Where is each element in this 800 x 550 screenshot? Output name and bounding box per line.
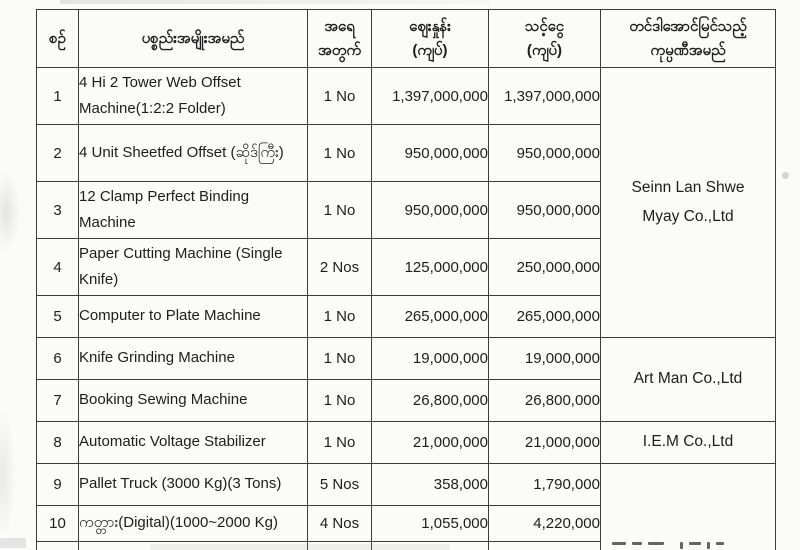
- header-amount: [489, 10, 601, 68]
- amount-cell: 265,000,000: [489, 296, 601, 338]
- clipped-cell: [37, 542, 79, 550]
- item-cell: Pallet Truck (3000 Kg)(3 Tons): [79, 464, 308, 506]
- item-cell: Booking Sewing Machine: [79, 380, 308, 422]
- table-row: [37, 68, 776, 125]
- price-cell: 1,397,000,000: [372, 68, 489, 125]
- table-header-row: [37, 10, 776, 68]
- clipped-cell: [79, 542, 308, 550]
- row-number-cell: 8: [37, 422, 79, 464]
- item-cell: ကတ္တား(Digital)(1000~2000 Kg): [79, 506, 308, 542]
- qty-cell: 1 No: [308, 338, 372, 380]
- header-qty-line2: အတွက်: [317, 41, 362, 59]
- tender-award-table: [36, 9, 776, 550]
- row-number-cell: 9: [37, 464, 79, 506]
- row-number-cell: 4: [37, 239, 79, 296]
- header-amount-line1: သင့်ငွေ: [524, 17, 565, 35]
- price-cell: 950,000,000: [372, 182, 489, 239]
- clipped-text-fragment: [612, 542, 768, 550]
- company-name: Seinn Lan Shwe Myay Co.,Ltd: [631, 178, 745, 225]
- amount-cell: 21,000,000: [489, 422, 601, 464]
- amount-cell: 250,000,000: [489, 239, 601, 296]
- header-qty-line1: အရေ: [324, 17, 355, 35]
- price-cell: 265,000,000: [372, 296, 489, 338]
- amount-cell: 19,000,000: [489, 338, 601, 380]
- row-number-cell: 5: [37, 296, 79, 338]
- clipped-cell: [489, 542, 601, 550]
- company-name: I.E.M Co.,Ltd: [642, 433, 734, 451]
- scan-artifact: [0, 172, 20, 252]
- table-row: [37, 464, 776, 506]
- header-amount-line2: (ကျပ်): [526, 41, 563, 59]
- clipped-cell: [308, 542, 372, 550]
- amount-cell: 1,397,000,000: [489, 68, 601, 125]
- qty-cell: 5 Nos: [308, 464, 372, 506]
- qty-cell: 2 Nos: [308, 239, 372, 296]
- amount-cell: 26,800,000: [489, 380, 601, 422]
- price-cell: 358,000: [372, 464, 489, 506]
- qty-cell: 1 No: [308, 296, 372, 338]
- qty-cell: 1 No: [308, 68, 372, 125]
- row-number-cell: 2: [37, 125, 79, 182]
- item-cell: 4 Hi 2 Tower Web Offset Machine(1:2:2 Folder): [79, 68, 308, 125]
- row-number-cell: 1: [37, 68, 79, 125]
- header-company-line1: တင်ဒါအောင်မြင်သည့်: [629, 17, 747, 35]
- price-cell: 21,000,000: [372, 422, 489, 464]
- row-number-cell: 6: [37, 338, 79, 380]
- scan-artifact: [782, 172, 789, 179]
- qty-cell: 1 No: [308, 380, 372, 422]
- company-cell-rows-1-5: [601, 68, 776, 338]
- price-cell: 1,055,000: [372, 506, 489, 542]
- amount-cell: 950,000,000: [489, 125, 601, 182]
- amount-cell: 1,790,000: [489, 464, 601, 506]
- qty-cell: 1 No: [308, 182, 372, 239]
- amount-cell: 4,220,000: [489, 506, 601, 542]
- price-cell: 26,800,000: [372, 380, 489, 422]
- item-cell: Automatic Voltage Stabilizer: [79, 422, 308, 464]
- row-number-cell: 7: [37, 380, 79, 422]
- company-cell-row-8: [601, 422, 776, 464]
- scan-artifact: [0, 538, 26, 548]
- table-row: [37, 338, 776, 380]
- header-company: [601, 10, 776, 68]
- header-no: စဉ်: [37, 10, 79, 68]
- table-row: [37, 422, 776, 464]
- price-cell: 950,000,000: [372, 125, 489, 182]
- header-price-line1: ဈေးနှုန်း: [409, 17, 451, 35]
- header-item: ပစ္စည်းအမျိုးအမည်: [79, 10, 308, 68]
- item-cell: 12 Clamp Perfect Binding Machine: [79, 182, 308, 239]
- price-cell: 125,000,000: [372, 239, 489, 296]
- item-cell: Computer to Plate Machine: [79, 296, 308, 338]
- row-number-cell: 3: [37, 182, 79, 239]
- scan-artifact: [60, 0, 490, 4]
- company-name: Art Man Co.,Ltd: [633, 370, 743, 388]
- header-qty: [308, 10, 372, 68]
- company-cell-rows-9-10: [601, 464, 776, 550]
- header-price-line2: (ကျပ်): [412, 41, 448, 59]
- item-cell: 4 Unit Sheetfed Offset (ဆိုဒ်ကြီး): [79, 125, 308, 182]
- row-number-cell: 10: [37, 506, 79, 542]
- header-company-line2: ကုမ္ပဏီအမည်: [650, 41, 726, 59]
- qty-cell: 1 No: [308, 125, 372, 182]
- amount-cell: 950,000,000: [489, 182, 601, 239]
- qty-cell: 4 Nos: [308, 506, 372, 542]
- item-cell: Paper Cutting Machine (Single Knife): [79, 239, 308, 296]
- company-cell-rows-6-7: [601, 338, 776, 422]
- scan-artifact: [0, 410, 16, 540]
- price-cell: 19,000,000: [372, 338, 489, 380]
- item-cell: Knife Grinding Machine: [79, 338, 308, 380]
- clipped-cell: [372, 542, 489, 550]
- qty-cell: 1 No: [308, 422, 372, 464]
- header-price: [372, 10, 489, 68]
